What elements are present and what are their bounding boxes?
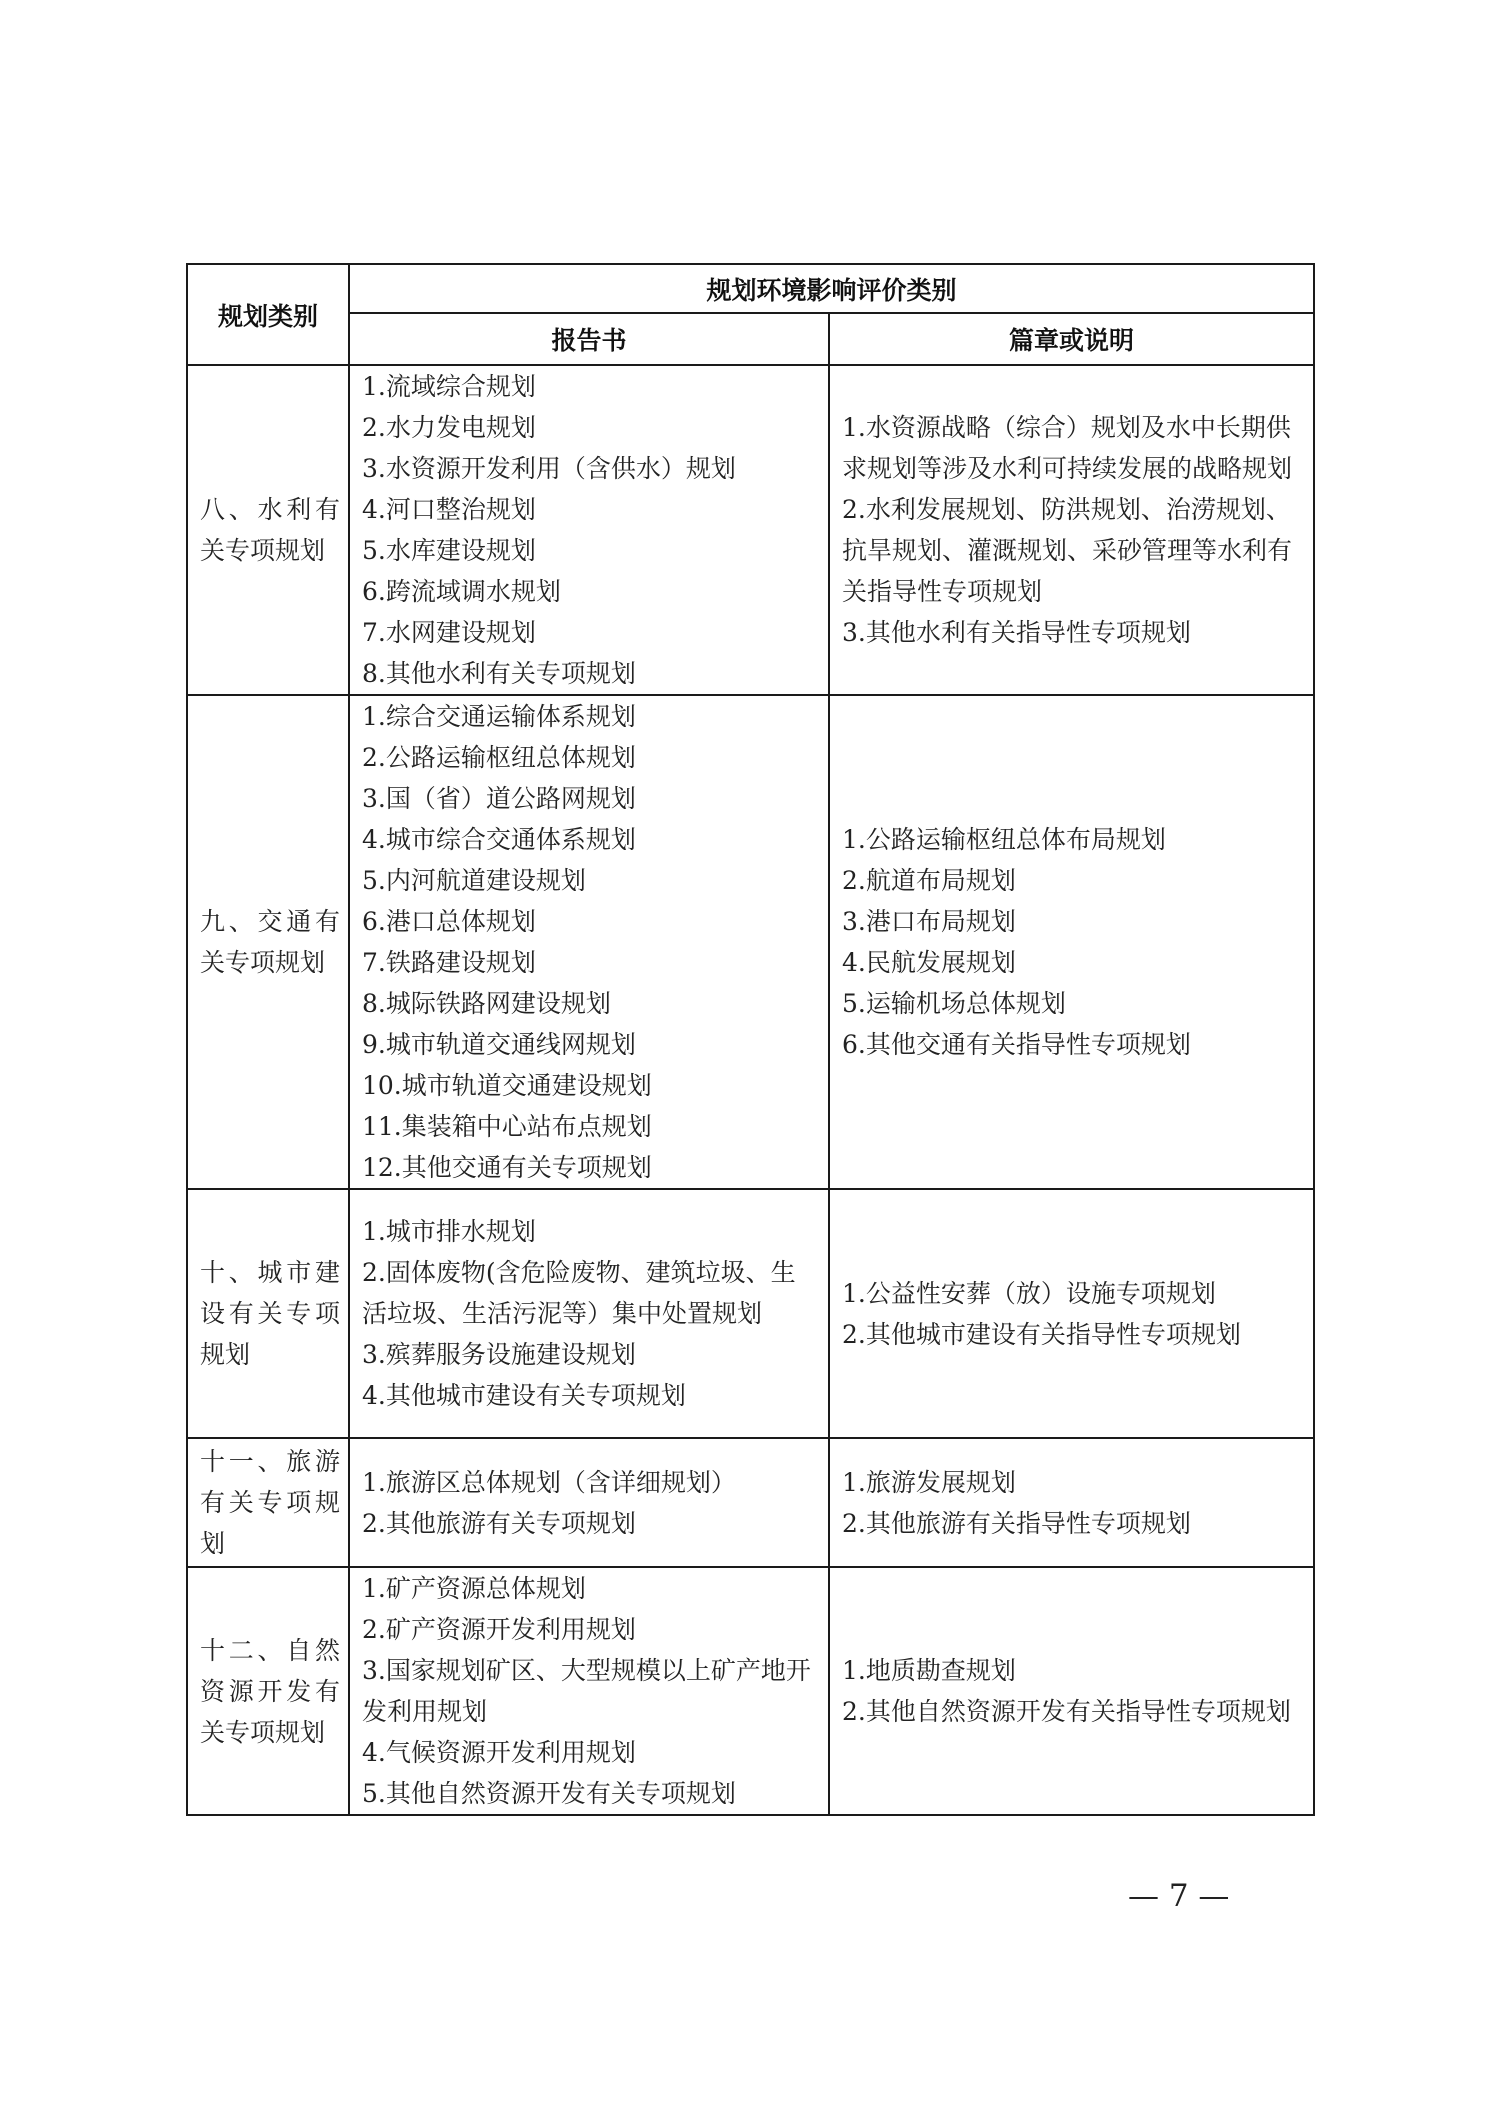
table-row <box>187 1189 1314 1438</box>
planning-category-table <box>186 263 1315 1816</box>
report-item: 2.固体废物(含危险废物、建筑垃圾、生活垃圾、生活污泥等）集中处置规划 <box>362 1258 796 1328</box>
chapter-item: 1.水资源战略（综合）规划及水中长期供求规划等涉及水利可持续发展的战略规划 <box>842 413 1293 483</box>
chapter-item: 5.运输机场总体规划 <box>842 989 1066 1018</box>
table-row <box>187 1567 1314 1815</box>
header-eia-category: 规划环境影响评价类别 <box>349 264 1314 313</box>
chapter-item: 2.其他旅游有关指导性专项规划 <box>842 1508 1191 1538</box>
category-cell: 十、城市建设有关专项规划 <box>187 1189 349 1438</box>
chapter-item: 2.航道布局规划 <box>842 866 1016 895</box>
chapter-item: 3.港口布局规划 <box>842 907 1016 936</box>
chapter-cell <box>829 695 1314 1189</box>
header-report: 报告书 <box>349 313 829 365</box>
category-cell: 九、交通有关专项规划 <box>187 695 349 1189</box>
report-item: 2.公路运输枢纽总体规划 <box>362 743 636 772</box>
chapter-item: 1.地质勘查规划 <box>842 1656 1016 1685</box>
chapter-item: 2.水利发展规划、防洪规划、治涝规划、抗旱规划、灌溉规划、采砂管理等水利有关指导性专项规划 <box>842 495 1293 606</box>
report-cell <box>349 1189 829 1438</box>
chapter-cell <box>829 1438 1314 1567</box>
report-item: 9.城市轨道交通线网规划 <box>362 1030 636 1059</box>
report-item: 5.其他自然资源开发有关专项规划 <box>362 1779 736 1808</box>
report-item: 6.跨流域调水规划 <box>362 577 561 606</box>
report-item: 4.气候资源开发利用规划 <box>362 1738 636 1767</box>
category-cell: 十二、自然资源开发有关专项规划 <box>187 1567 349 1815</box>
report-item: 5.水库建设规划 <box>362 536 536 565</box>
chapter-item: 6.其他交通有关指导性专项规划 <box>842 1030 1191 1059</box>
report-item: 11.集装箱中心站布点规划 <box>362 1112 652 1141</box>
category-cell: 十一、旅游有关专项规划 <box>187 1438 349 1567</box>
page-number: — 7 — <box>1128 1878 1230 1914</box>
report-item: 3.国家规划矿区、大型规模以上矿产地开发利用规划 <box>362 1656 811 1726</box>
category-cell: 八、水利有关专项规划 <box>187 365 349 695</box>
report-item: 3.殡葬服务设施建设规划 <box>362 1340 636 1369</box>
report-item: 4.城市综合交通体系规划 <box>362 825 636 854</box>
report-item: 10.城市轨道交通建设规划 <box>362 1071 652 1100</box>
table-row <box>187 1438 1314 1567</box>
chapter-item: 2.其他自然资源开发有关指导性专项规划 <box>842 1697 1291 1726</box>
header-chapter: 篇章或说明 <box>829 313 1314 365</box>
report-item: 1.矿产资源总体规划 <box>362 1574 586 1603</box>
report-item: 3.国（省）道公路网规划 <box>362 784 636 813</box>
report-item: 5.内河航道建设规划 <box>362 866 586 895</box>
report-cell <box>349 1438 829 1567</box>
report-item: 4.河口整治规划 <box>362 495 536 524</box>
chapter-cell <box>829 365 1314 695</box>
report-item: 4.其他城市建设有关专项规划 <box>362 1381 686 1410</box>
report-item: 3.水资源开发利用（含供水）规划 <box>362 454 736 483</box>
report-item: 1.城市排水规划 <box>362 1217 536 1246</box>
table-row <box>187 695 1314 1189</box>
header-category: 规划类别 <box>187 264 349 365</box>
report-item: 1.旅游区总体规划（含详细规划） <box>362 1467 736 1497</box>
chapter-item: 1.公路运输枢纽总体布局规划 <box>842 825 1166 854</box>
table-row <box>187 365 1314 695</box>
chapter-item: 4.民航发展规划 <box>842 948 1016 977</box>
report-item: 12.其他交通有关专项规划 <box>362 1153 652 1182</box>
report-cell <box>349 695 829 1189</box>
report-item: 1.综合交通运输体系规划 <box>362 702 636 731</box>
report-item: 7.水网建设规划 <box>362 618 536 647</box>
chapter-item: 2.其他城市建设有关指导性专项规划 <box>842 1319 1241 1349</box>
chapter-cell <box>829 1189 1314 1438</box>
report-item: 2.其他旅游有关专项规划 <box>362 1508 636 1538</box>
chapter-cell <box>829 1567 1314 1815</box>
chapter-item: 1.公益性安葬（放）设施专项规划 <box>842 1278 1216 1308</box>
report-item: 8.其他水利有关专项规划 <box>362 659 636 688</box>
chapter-item: 3.其他水利有关指导性专项规划 <box>842 618 1191 647</box>
report-cell <box>349 1567 829 1815</box>
report-item: 6.港口总体规划 <box>362 907 536 936</box>
report-item: 2.水力发电规划 <box>362 413 536 442</box>
report-item: 7.铁路建设规划 <box>362 948 536 977</box>
report-item: 8.城际铁路网建设规划 <box>362 989 611 1018</box>
report-item: 1.流域综合规划 <box>362 372 536 401</box>
chapter-item: 1.旅游发展规划 <box>842 1467 1016 1497</box>
report-item: 2.矿产资源开发利用规划 <box>362 1615 636 1644</box>
report-cell <box>349 365 829 695</box>
